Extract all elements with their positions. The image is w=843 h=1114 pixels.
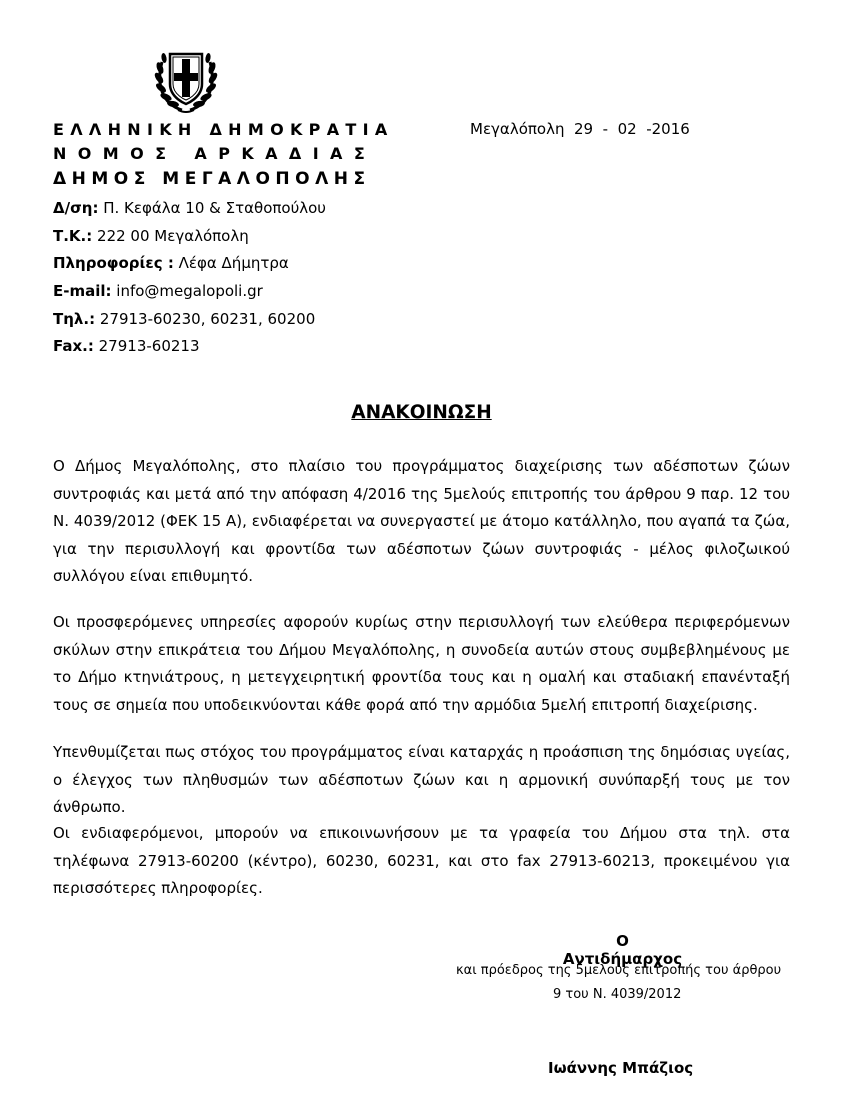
paragraph-services: Οι προσφερόμενες υπηρεσίες αφορούν κυρίως στην περισυλλογή των ελεύθερα περιφερόμενων σκύλων στην επικράτεια του Δήμου Μεγαλόπολης, η συνοδεία αυτών στους συμβεβλημένους με το Δήμο κτηνιάτρους, η μετεγχειρητική φροντίδα τους και η ομαλή και σταδιακή επανένταξή τους σε σημεία που υποδεικνύονται κάθε φορά από την αρμόδια 5μελή επιτροπή διαχείρισης.	[53, 613, 790, 714]
info-label: Πληροφορίες :	[53, 254, 174, 272]
signature-name: Ιωάννης Μπάζιος	[548, 1059, 694, 1077]
header-country: ΕΛΛΗΝΙΚΗ ΔΗΜΟΚΡΑΤΙΑ	[53, 120, 394, 139]
postal-label: Τ.Κ.:	[53, 227, 93, 245]
header-prefecture: ΝΟΜΟΣ ΑΡΚΑΔΙΑΣ	[53, 144, 377, 163]
header-municipality: ΔΗΜΟΣ ΜΕΓΑΛΟΠΟΛΗΣ	[53, 169, 371, 189]
paragraph-contact: Οι ενδιαφερόμενοι, μπορούν να επικοινωνήσουν με τα γραφεία του Δήμου στα τηλ. στα τηλέφωνα 27913-60200 (κέντρο), 60230, 60231, και στο fax 27913-60213, προκειμένου για περισσότερες πληροφορίες.	[53, 824, 790, 897]
address-label: Δ/ση:	[53, 199, 99, 217]
address-value: Π. Κεφάλα 10 & Σταθοπούλου	[98, 199, 326, 217]
phone-label: Τηλ.:	[53, 310, 96, 328]
postal-value: 222 00 Μεγαλόπολη	[92, 227, 249, 245]
phone-value: 27913-60230, 60231, 60200	[95, 310, 316, 328]
contact-address	[53, 199, 326, 217]
contact-postal	[53, 227, 249, 245]
email-label: E-mail:	[53, 282, 112, 300]
fax-label: Fax.:	[53, 337, 94, 355]
contact-email	[53, 282, 263, 300]
contact-info	[53, 254, 289, 272]
email-value: info@megalopoli.gr	[111, 282, 263, 300]
info-value: Λέφα Δήμητρα	[173, 254, 289, 272]
contact-fax	[53, 337, 200, 355]
fax-value: 27913-60213	[93, 337, 200, 355]
signature-subtitle-line2: 9 του Ν. 4039/2012	[553, 987, 682, 1002]
greek-republic-emblem	[152, 44, 220, 116]
document-date: Μεγαλόπολη 29 - 02 -2016	[470, 120, 690, 138]
signature-subtitle-line1: και πρόεδρος της 5μελούς επιτροπής του άρθρου	[456, 963, 782, 978]
paragraph-goal: Υπενθυμίζεται πως στόχος του προγράμματος είναι καταρχάς η προάσπιση της δημόσιας υγείας, ο έλεγχος των πληθυσμών των αδέσποτων ζώων και η αρμονική συνύπαρξή τους με τον άνθρωπο.	[53, 743, 790, 816]
signature-role: Ο Αντιδήμαρχος	[562, 932, 683, 968]
paragraph-intro: Ο Δήμος Μεγαλόπολης, στο πλαίσιο του προγράμματος διαχείρισης των αδέσποτων ζώων συντροφιάς και μετά από την απόφαση 4/2016 της 5μελούς επιτροπής του άρθρου 9 παρ. 12 του Ν. 4039/2012 (ΦΕΚ 15 Α), ενδιαφέρεται να συνεργαστεί με άτομο κατάλληλο, που αγαπά τα ζώα, για την περισυλλογή και φροντίδα των αδέσποτων ζώων συντροφιάς - μέλος φιλοζωικού συλλόγου είναι επιθυμητό.	[53, 457, 790, 585]
contact-phone	[53, 310, 315, 328]
announcement-title: ΑΝΑΚΟΙΝΩΣΗ	[351, 402, 492, 423]
